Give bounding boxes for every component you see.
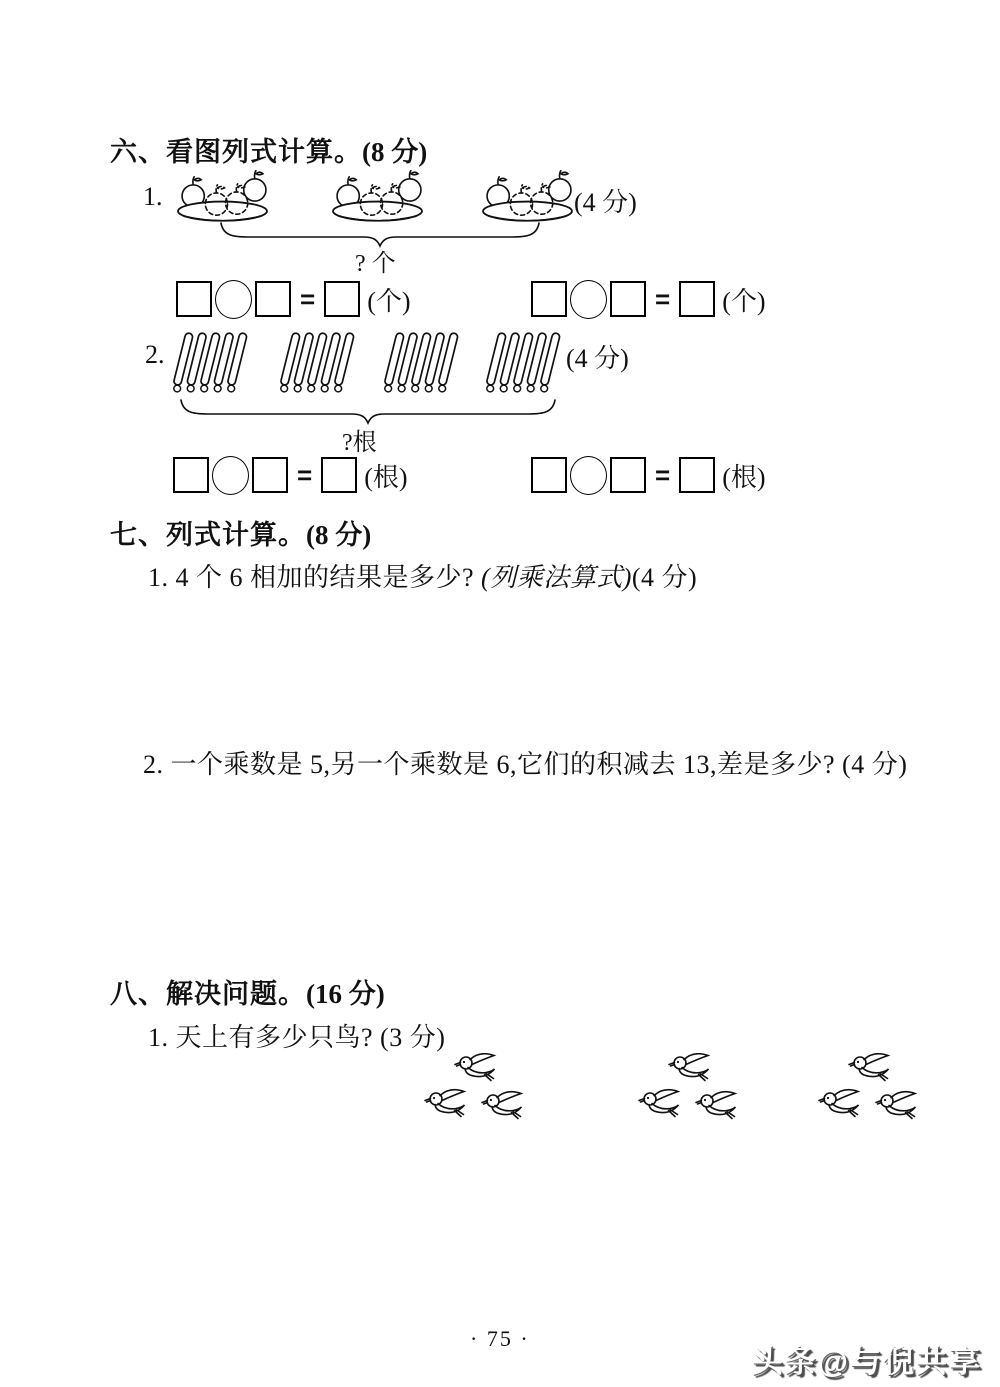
section-six-title: [110, 130, 427, 169]
equals-sign: =: [655, 459, 671, 490]
stick-group: [486, 331, 574, 395]
number-box: [610, 457, 646, 493]
unit-label: (个): [367, 286, 411, 316]
result-box: [679, 457, 715, 493]
equals-sign: =: [655, 283, 671, 314]
apple-plate: [175, 170, 271, 224]
result-box: [679, 281, 715, 317]
question-7-2-text: 2. 一个乘数是 5,另一个乘数是 6,它们的积减去 13,差是多少?: [143, 750, 843, 779]
number-box: [610, 281, 646, 317]
section-eight-score: (16 分): [306, 979, 385, 1009]
apple-plate: [480, 170, 576, 224]
question-7-1-note: (列乘法算式): [481, 563, 632, 592]
question-7-1-score: (4 分): [631, 563, 698, 592]
equation-blanks-apples-1: [176, 279, 411, 319]
question-8-1-text: 1. 天上有多少只鸟?: [148, 1023, 381, 1052]
operator-circle: [215, 280, 252, 319]
section-six-title-text: 六、看图列式计算。: [110, 137, 362, 167]
bird-group: [817, 1053, 923, 1129]
question-7-1-text: 1. 4 个 6 相加的结果是多少?: [148, 563, 482, 592]
page-number: · 75 ·: [470, 1326, 530, 1351]
operator-circle: [212, 456, 249, 495]
question-7-2: [143, 744, 907, 781]
question-8-1: [148, 1017, 445, 1054]
equation-blanks-sticks-1: [173, 455, 408, 495]
stick-group: [173, 331, 261, 395]
apple-plates-row: [175, 170, 595, 224]
number-box: [173, 457, 209, 493]
result-box: [321, 457, 357, 493]
section-seven-title-text: 七、列式计算。: [110, 520, 306, 550]
equals-sign: =: [300, 283, 316, 314]
result-box: [324, 281, 360, 317]
apples-total-label: ? 个: [355, 251, 396, 277]
number-box: [531, 281, 567, 317]
number-box: [252, 457, 288, 493]
question-7-1: [148, 557, 697, 594]
section-seven-score: (8 分): [306, 520, 372, 550]
unit-label: (个): [722, 286, 766, 316]
unit-label: (根): [722, 462, 766, 492]
section-seven-title: [110, 513, 371, 552]
bird-groups-row: [423, 1053, 933, 1131]
section-eight-title-text: 八、解决问题。: [110, 979, 306, 1009]
section-eight-title: [110, 972, 385, 1011]
equation-blanks-sticks-2: [531, 455, 766, 495]
number-box: [531, 457, 567, 493]
stick-group: [280, 331, 368, 395]
unit-label: (根): [364, 462, 408, 492]
number-box: [255, 281, 291, 317]
operator-circle: [570, 280, 607, 319]
question-8-1-score: (3 分): [380, 1023, 446, 1052]
question-6-1-score: (4 分): [574, 188, 637, 217]
question-7-2-score: (4 分): [842, 750, 908, 779]
number-box: [176, 281, 212, 317]
question-6-2-score: (4 分): [566, 344, 629, 373]
stick-groups-row: [173, 331, 573, 395]
question-6-2-number: 2.: [145, 340, 165, 369]
equation-blanks-apples-2: [531, 279, 766, 319]
question-6-1-number: 1.: [143, 182, 163, 211]
sticks-total-label: ?根: [342, 430, 377, 456]
bird-group: [423, 1053, 529, 1129]
stick-group: [384, 331, 472, 395]
section-six-score: (8 分): [362, 137, 428, 167]
apple-plate: [330, 170, 426, 224]
equals-sign: =: [297, 459, 313, 490]
watermark: 头条@与倪共享: [751, 1344, 982, 1379]
bird-group: [637, 1053, 743, 1129]
operator-circle: [570, 456, 607, 495]
